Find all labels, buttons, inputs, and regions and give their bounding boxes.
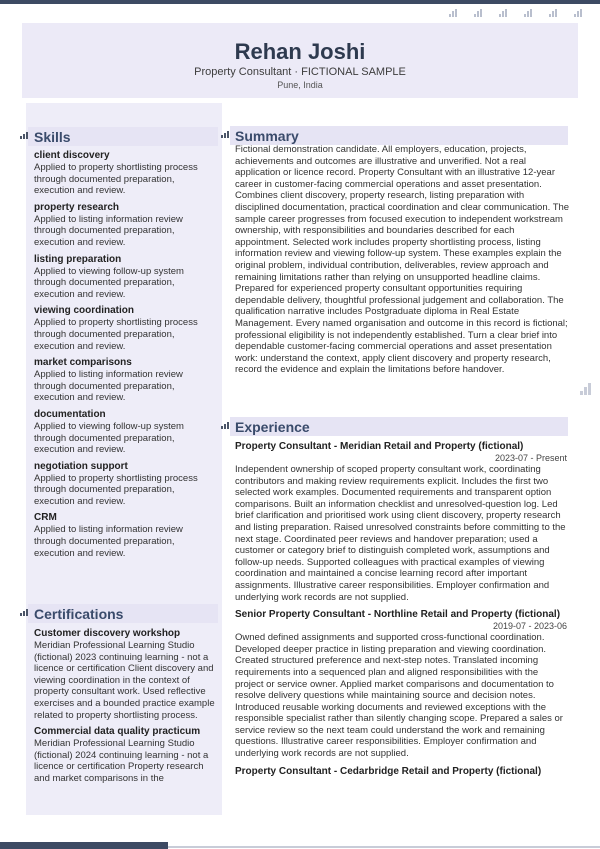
list-item bbox=[235, 441, 567, 603]
skill-description: Applied to property shortlisting process through documented preparation, execution and review. bbox=[34, 317, 198, 352]
job-description: Owned defined assignments and supported cross-functional coordination. Developed deeper practice in listing preparation and viewing coordination. Created structured preference and next-step notes. Translated incoming requirements into a sequenced plan and aligned responsibilities with the project or service owner. Applied market comparisons and documentation to resolve delivery questions while maintaining source and decision notes. Introduced reusable working documents and reviewed exceptions with the responsible specialist rather than silently changing scope. Prepared a sales or service review so the next team could understand the work and remaining questions. Illustrative career responsibilities. Employer confirmation and underlying work records are not supplied. bbox=[235, 632, 563, 760]
bar-chart-icon bbox=[524, 9, 532, 17]
skill-name: property research bbox=[34, 201, 120, 213]
skills-list bbox=[34, 150, 214, 564]
bar-chart-icon bbox=[574, 9, 582, 17]
list-item bbox=[34, 202, 214, 249]
list-item bbox=[34, 357, 214, 404]
skill-description: Applied to listing information review through documented preparation, execution and review. bbox=[34, 369, 183, 404]
list-item bbox=[34, 409, 214, 456]
skill-description: Applied to property shortlisting process through documented preparation, execution and review. bbox=[34, 162, 198, 197]
certification-name: Commercial data quality practicum bbox=[34, 726, 201, 738]
certifications-list bbox=[34, 628, 216, 790]
bottom-accent-bar bbox=[0, 842, 168, 849]
list-item bbox=[34, 628, 216, 721]
skills-heading: Skills bbox=[34, 129, 71, 145]
candidate-location: Pune, India bbox=[277, 80, 323, 90]
experience-list bbox=[235, 441, 567, 778]
list-item bbox=[34, 512, 214, 559]
job-title: Property Consultant - Meridian Retail and Property (fictional) bbox=[235, 441, 524, 452]
job-description: Independent ownership of scoped property consultant work, coordinating contributors and making review requirements explicit. Includes the first two selected work examples. Documented requirements and transparent option comparisons. Built an information checklist and unresolved-question log. Led brief clarification and prioritised work using client discovery, property research and listing preparation. Raised unresolved constraints before committing to the next stage. Coordinated peer reviews and handover preparation; used a customer or category brief to distinguish completed work, assumptions and follow-up needs. Supported colleagues with practical examples of viewing coordination and maintained a concise learning record after important assignments. Illustrative career responsibilities. Employer confirmation and underlying work records are not supplied. bbox=[235, 464, 566, 603]
bar-chart-icon bbox=[20, 132, 28, 139]
skill-description: Applied to listing information review through documented preparation, execution and review. bbox=[34, 213, 183, 248]
decorative-chart-icon bbox=[580, 382, 591, 400]
skill-name: documentation bbox=[34, 408, 106, 420]
bar-chart-icon bbox=[549, 9, 557, 17]
summary-heading: Summary bbox=[235, 128, 299, 144]
bar-chart-icon bbox=[580, 383, 591, 395]
bar-chart-icon bbox=[449, 9, 457, 17]
bar-chart-icon bbox=[474, 9, 482, 17]
decorative-chart-icons bbox=[449, 9, 582, 17]
candidate-name: Rehan Joshi bbox=[234, 39, 366, 64]
skill-description: Applied to listing information review through documented preparation, execution and review. bbox=[34, 524, 183, 559]
skill-name: client discovery bbox=[34, 150, 110, 161]
list-item bbox=[34, 150, 214, 197]
summary-text: Fictional demonstration candidate. All employers, education, projects, achievements and outcomes are illustrative and unverified. Not a real application or licence record. Property Consultant with an illustrative 12-year career in customer-facing commercial operations and asset presentation. Combines client discovery, property research, listing preparation with disciplined documentation, practical coordination and clear communication. The sample career progresses from focused execution to independent workstream ownership, with responsibilities and boundaries described for each appointment. Selected work includes property shortlisting process, listing information review and viewing follow-up system. These examples explain the original problem, individual contribution, deliverables, review approach and remaining limitations rather than relying on unsupported headline claims. Prepared for experienced property consultant opportunities requiring dependable delivery, thoughtful professional judgement and collaboration. The qualification narrative includes Postgraduate diploma in Real Estate Management. Every named organisation and outcome in this record is fictional; professional eligibility is not independently established. Turn a clear brief into dependable customer-facing commercial operations and asset presentation work: understand the context, apply client discovery and property research, record the evidence and explain the limitations before handover. bbox=[235, 144, 570, 376]
list-item bbox=[34, 254, 214, 301]
job-title: Property Consultant - Cedarbridge Retail and Property (fictional) bbox=[235, 765, 542, 777]
certification-description: Meridian Professional Learning Studio (fictional) 2024 continuing learning - not a licence or certification Property research and market comparisons in the bbox=[34, 738, 209, 784]
list-item bbox=[34, 305, 214, 352]
job-dates: 2019-07 - 2023-06 bbox=[492, 621, 567, 632]
skill-description: Applied to viewing follow-up system through documented preparation, execution and review. bbox=[34, 265, 184, 300]
candidate-headline: Property Consultant · FICTIONAL SAMPLE bbox=[194, 66, 406, 78]
list-item bbox=[34, 726, 216, 784]
certification-name: Customer discovery workshop bbox=[34, 628, 181, 639]
job-title: Senior Property Consultant - Northline Retail and Property (fictional) bbox=[235, 609, 561, 621]
skill-description: Applied to viewing follow-up system through documented preparation, execution and review. bbox=[34, 420, 184, 456]
list-item bbox=[34, 461, 214, 508]
bar-chart-icon bbox=[221, 422, 229, 429]
certification-description: Meridian Professional Learning Studio (fictional) 2023 continuing learning - not a licence or certification Client discovery and viewing coordination in the context of property consultant work. Used reflective exercises and a bounded practice example related to property shortlisting process. bbox=[34, 640, 215, 721]
bar-chart-icon bbox=[499, 9, 507, 17]
list-item bbox=[235, 609, 567, 760]
certifications-heading: Certifications bbox=[34, 606, 124, 622]
skill-name: negotiation support bbox=[34, 460, 128, 472]
skill-name: listing preparation bbox=[34, 253, 122, 265]
bar-chart-icon bbox=[221, 131, 229, 138]
job-dates: 2023-07 - Present bbox=[494, 453, 567, 463]
resume-header bbox=[22, 23, 578, 98]
bar-chart-icon bbox=[20, 609, 28, 616]
top-accent-bar bbox=[0, 0, 600, 4]
skill-name: viewing coordination bbox=[34, 305, 135, 317]
experience-heading: Experience bbox=[235, 419, 310, 435]
skill-name: CRM bbox=[34, 512, 57, 524]
skill-description: Applied to property shortlisting process through documented preparation, execution and review. bbox=[34, 472, 198, 507]
bottom-rule bbox=[168, 846, 600, 848]
list-item bbox=[235, 766, 567, 778]
skill-name: market comparisons bbox=[34, 357, 132, 369]
